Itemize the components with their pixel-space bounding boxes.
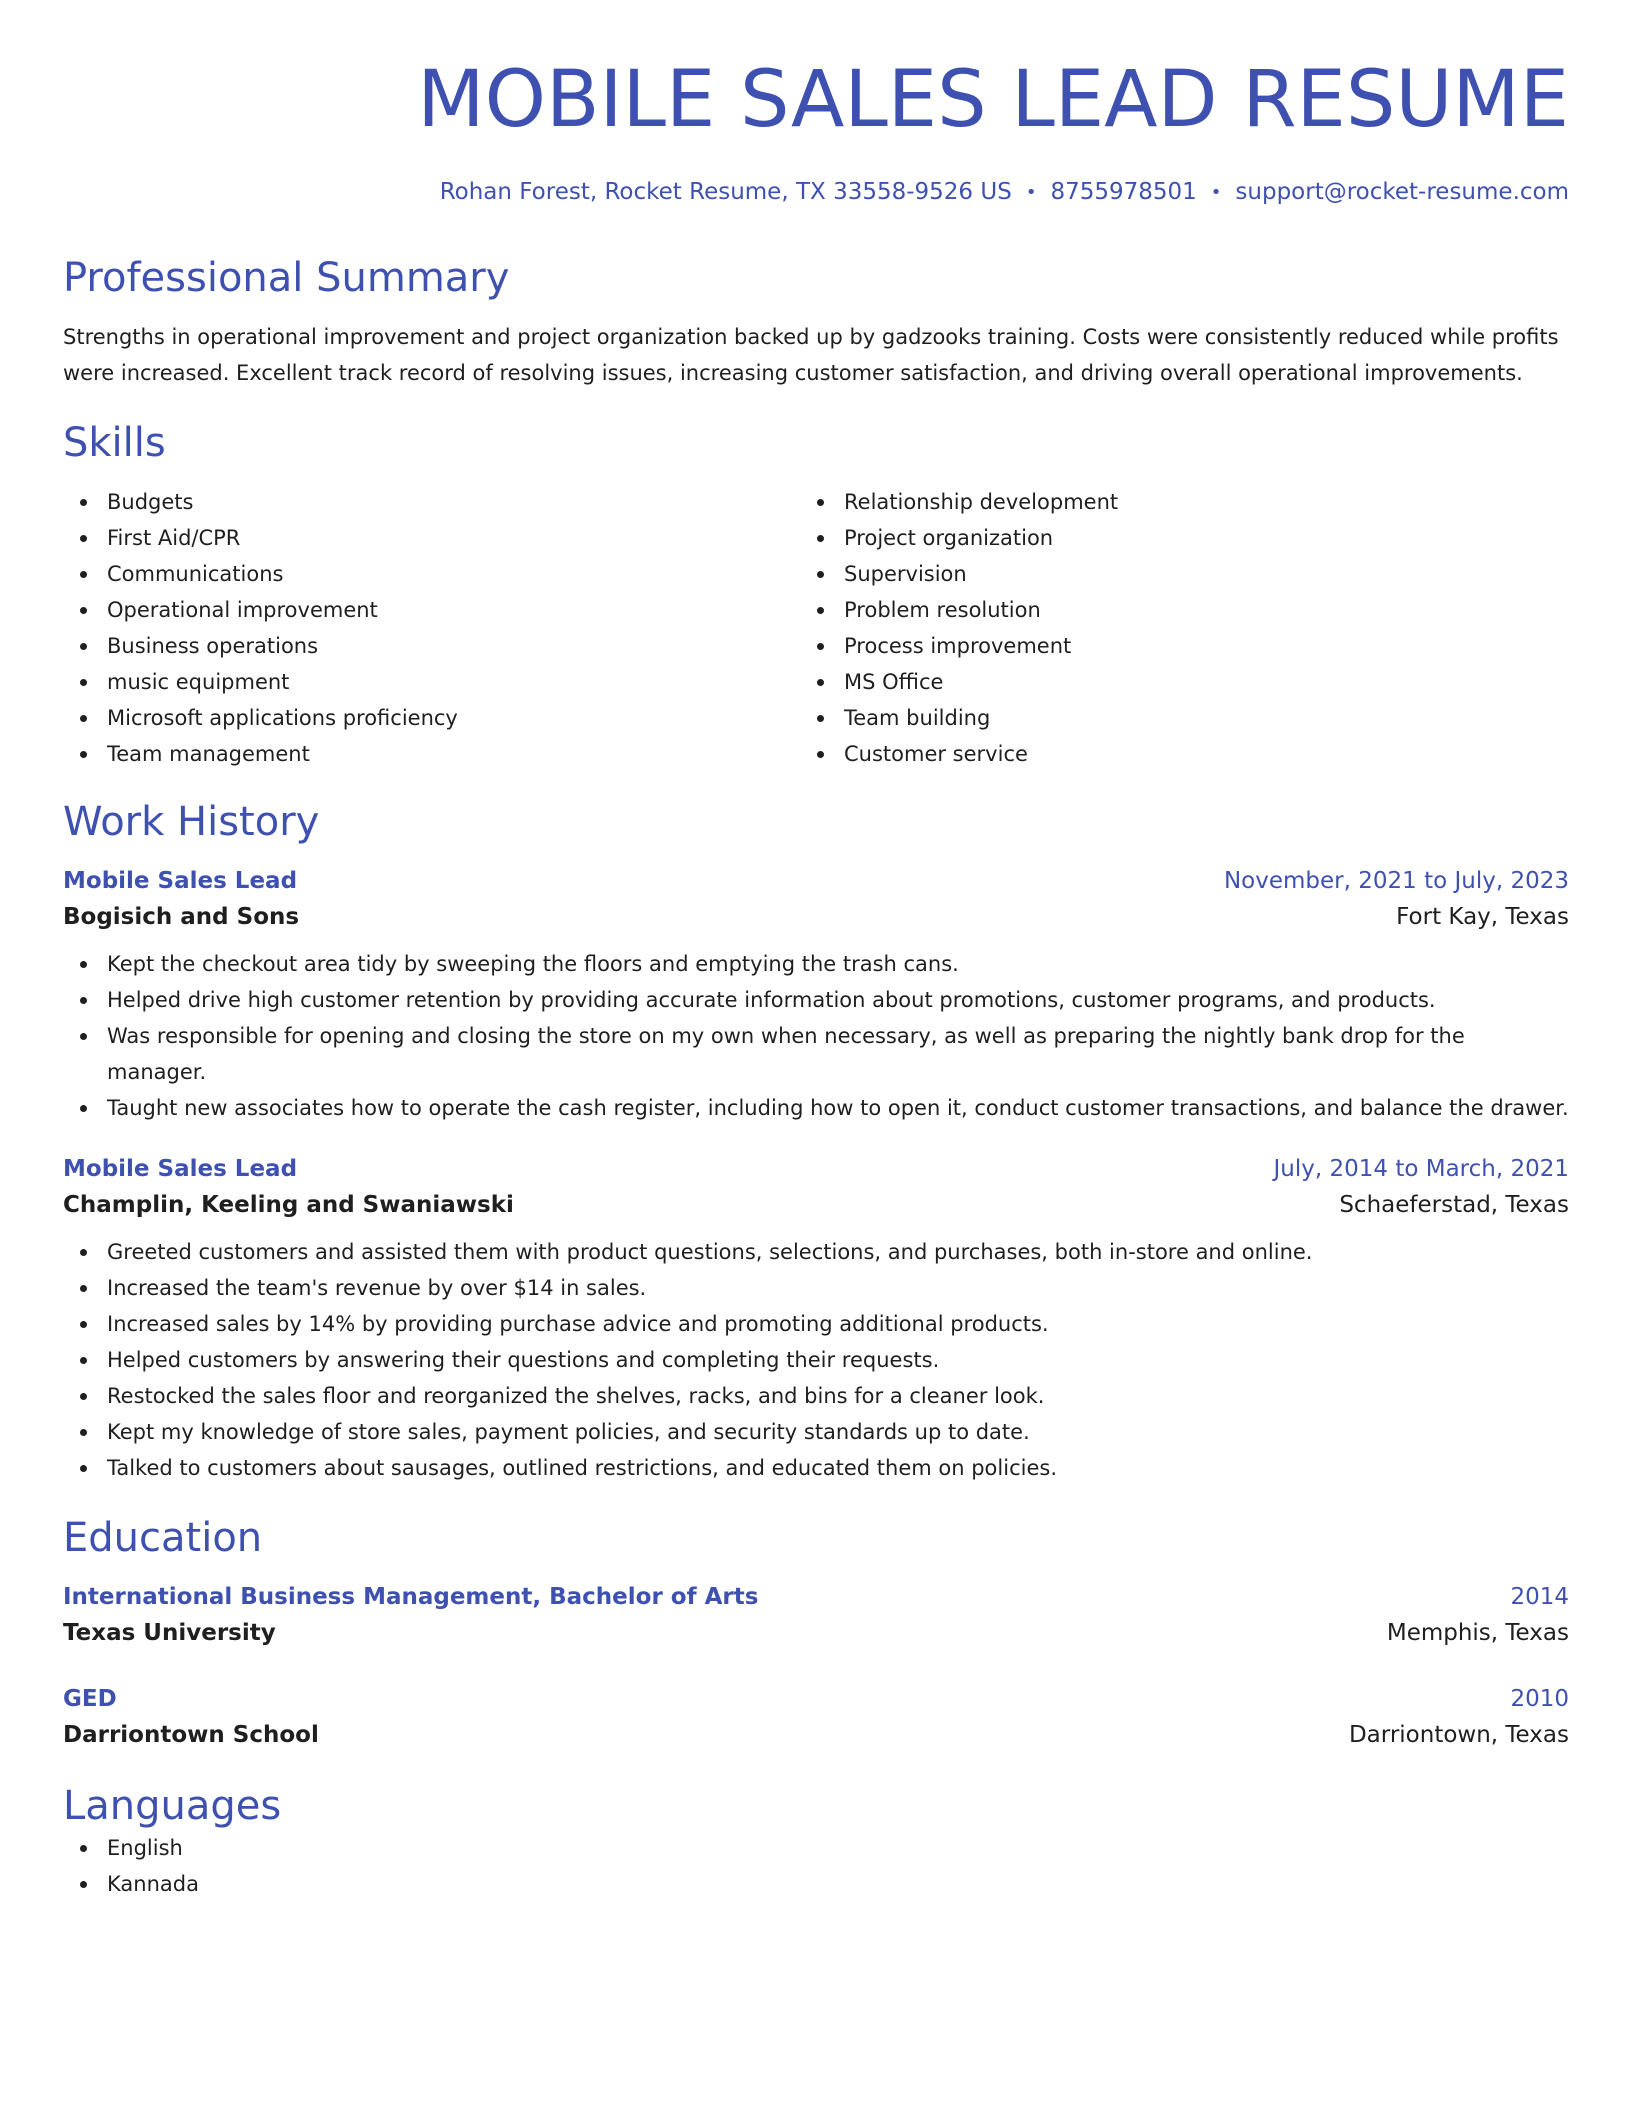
skills-grid — [63, 484, 1569, 772]
education-entry — [63, 1682, 1569, 1754]
job-dates: November, 2021 to July, 2023 — [1223, 868, 1569, 894]
summary-text: Strengths in operational improvement and project organization backed up by gadzooks training. Costs were consistently reduced while profits were increased. Excellent track record of resolving issues, increasing customer satisfaction, and driving overall operational improvements. — [63, 325, 1559, 385]
job-location: Fort Kay, Texas — [1396, 904, 1569, 930]
job-location: Schaeferstad, Texas — [1339, 1192, 1569, 1218]
job-dates: July, 2014 to March, 2021 — [1273, 1156, 1569, 1182]
job-duty: Increased sales by 14% by providing purchase advice and promoting additional products. — [63, 1306, 1569, 1342]
education-degree-row — [63, 1580, 1569, 1614]
language-item: Kannada — [63, 1866, 1569, 1902]
education-entry — [63, 1580, 1569, 1652]
skill-item: Team building — [800, 700, 1537, 736]
job-duty: Talked to customers about sausages, outlined restrictions, and educated them on policies. — [63, 1450, 1569, 1486]
job-entry — [63, 1152, 1569, 1486]
education-school: Texas University — [63, 1620, 276, 1646]
education-degree: International Business Management, Bachelor of Arts — [63, 1584, 759, 1610]
job-company: Champlin, Keeling and Swaniawski — [63, 1192, 514, 1218]
skill-item: Business operations — [63, 628, 800, 664]
education-school-row — [63, 1716, 1569, 1754]
skills-column-right — [800, 484, 1537, 772]
job-duties-list — [63, 1234, 1569, 1486]
skill-item: Supervision — [800, 556, 1537, 592]
education-location: Memphis, Texas — [1386, 1620, 1569, 1646]
job-duty: Helped customers by answering their questions and completing their requests. — [63, 1342, 1569, 1378]
section-heading: Skills — [63, 420, 166, 466]
job-title-row — [63, 1152, 1569, 1186]
skill-item: MS Office — [800, 664, 1537, 700]
languages-section — [63, 1782, 1569, 1902]
job-duty: Was responsible for opening and closing the store on my own when necessary, as well as preparing the nightly bank drop for the manager. — [63, 1018, 1569, 1090]
skill-item: Operational improvement — [63, 592, 800, 628]
resume-title: MOBILE SALES LEAD RESUME — [417, 55, 1569, 145]
job-title-row — [63, 864, 1569, 898]
job-company-row — [63, 1186, 1569, 1224]
section-heading: Education — [63, 1515, 263, 1561]
section-heading: Professional Summary — [63, 255, 510, 301]
job-duty: Taught new associates how to operate the cash register, including how to open it, conduct customer transactions, and balance the drawer. — [63, 1090, 1569, 1126]
job-title: Mobile Sales Lead — [63, 1156, 298, 1182]
job-duty: Restocked the sales floor and reorganized the shelves, racks, and bins for a cleaner look. — [63, 1378, 1569, 1414]
education-degree: GED — [63, 1686, 117, 1712]
resume-header — [63, 52, 1569, 208]
skill-item: First Aid/CPR — [63, 520, 800, 556]
skill-item: Problem resolution — [800, 592, 1537, 628]
skill-item: Team management — [63, 736, 800, 772]
skill-item: music equipment — [63, 664, 800, 700]
job-company: Bogisich and Sons — [63, 904, 300, 930]
languages-list — [63, 1830, 1569, 1902]
contact-line — [63, 177, 1569, 208]
section-heading: Languages — [63, 1783, 282, 1829]
skills-list — [800, 484, 1537, 772]
job-duty: Increased the team's revenue by over $14 in sales. — [63, 1270, 1569, 1306]
job-company-row — [63, 898, 1569, 936]
language-item: English — [63, 1830, 1569, 1866]
job-duty: Greeted customers and assisted them with product questions, selections, and purchases, both in-store and online. — [63, 1234, 1569, 1270]
job-duty: Kept my knowledge of store sales, payment policies, and security standards up to date. — [63, 1414, 1569, 1450]
skill-item: Customer service — [800, 736, 1537, 772]
contact-separator: • — [1025, 182, 1037, 203]
education-year: 2010 — [1510, 1686, 1569, 1712]
skill-item: Microsoft applications proficiency — [63, 700, 800, 736]
skill-item: Process improvement — [800, 628, 1537, 664]
job-duty: Helped drive high customer retention by providing accurate information about promotions, customer programs, and products. — [63, 982, 1569, 1018]
skills-column-left — [63, 484, 800, 772]
professional-summary-section — [63, 254, 1569, 391]
education-school-row — [63, 1614, 1569, 1652]
education-degree-row — [63, 1682, 1569, 1716]
job-duty: Kept the checkout area tidy by sweeping the floors and emptying the trash cans. — [63, 946, 1569, 982]
job-title: Mobile Sales Lead — [63, 868, 298, 894]
job-duties-list — [63, 946, 1569, 1126]
skills-section — [63, 419, 1569, 772]
skills-list — [63, 484, 800, 772]
skill-item: Project organization — [800, 520, 1537, 556]
skill-item: Relationship development — [800, 484, 1537, 520]
work-history-section — [63, 798, 1569, 1486]
skill-item: Budgets — [63, 484, 800, 520]
education-school: Darriontown School — [63, 1722, 319, 1748]
job-entry — [63, 864, 1569, 1126]
skill-item: Communications — [63, 556, 800, 592]
contact-separator: • — [1210, 182, 1222, 203]
contact-address: Rohan Forest, Rocket Resume, TX 33558-9526 US — [439, 179, 1012, 205]
contact-email: support@rocket-resume.com — [1235, 179, 1569, 205]
section-heading: Work History — [63, 799, 320, 845]
education-location: Darriontown, Texas — [1348, 1722, 1569, 1748]
contact-phone: 8755978501 — [1050, 179, 1197, 205]
education-section — [63, 1514, 1569, 1754]
education-year: 2014 — [1510, 1584, 1569, 1610]
